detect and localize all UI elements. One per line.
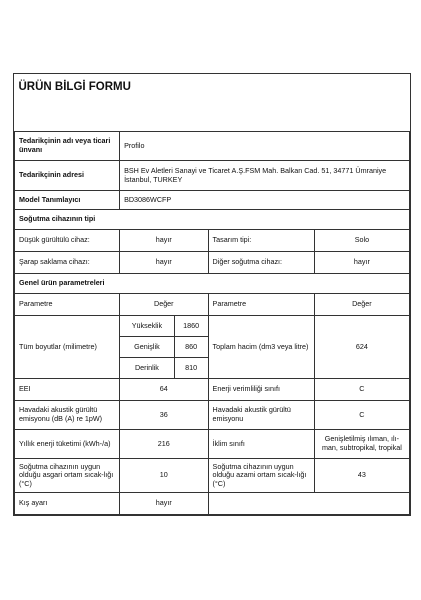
param-header: Parametre: [15, 294, 120, 316]
energy-class-value: C: [314, 379, 409, 401]
dimensions-cell: [120, 316, 208, 379]
noise-class-value: C: [314, 401, 409, 430]
value-header-2: Değer: [314, 294, 409, 316]
energy-consumption-value: 216: [120, 430, 208, 459]
width-value: 860: [174, 337, 207, 358]
form-table: [14, 74, 410, 515]
total-volume-value: 624: [314, 316, 409, 379]
empty-cell: [208, 493, 314, 515]
winter-setting-value: hayır: [120, 493, 208, 515]
noise-emission-label: Havadaki akustik gürültü emisyonu (dB (A) re 1pW): [15, 401, 120, 430]
noise-class-label: Havadaki akustik gürültü emisyonu: [208, 401, 314, 430]
form-title: ÜRÜN BİLGİ FORMU: [15, 74, 410, 132]
winter-setting-label: Kış ayarı: [15, 493, 120, 515]
low-noise-label: Düşük gürültülü cihaz:: [15, 230, 120, 252]
width-label: Genişlik: [120, 337, 174, 358]
energy-class-label: Enerji verimliliği sınıfı: [208, 379, 314, 401]
supplier-name-label: Tedarikçinin adı veya ticari ünvanı: [15, 132, 120, 161]
design-type-value: Solo: [314, 230, 409, 252]
other-cooling-label: Diğer soğutma cihazı:: [208, 252, 314, 274]
energy-consumption-label: Yıllık enerji tüketimi (kWh-/a): [15, 430, 120, 459]
model-label: Model Tanımlayıcı: [15, 191, 120, 210]
cooling-type-section: Soğutma cihazının tipi: [15, 210, 410, 230]
height-value: 1860: [174, 316, 207, 337]
depth-label: Derinlik: [120, 358, 174, 379]
height-label: Yükseklik: [120, 316, 174, 337]
product-info-form: [13, 73, 411, 516]
climate-class-value: Genişletilmiş ılıman, ılı-man, subtropikal, tropikal: [314, 430, 409, 459]
total-volume-label: Toplam hacim (dm3 veya litre): [208, 316, 314, 379]
low-noise-value: hayır: [120, 230, 208, 252]
supplier-name-value: Profilo: [120, 132, 410, 161]
wine-storage-label: Şarap saklama cihazı:: [15, 252, 120, 274]
min-temp-value: 10: [120, 459, 208, 493]
other-cooling-value: hayır: [314, 252, 409, 274]
depth-value: 810: [185, 362, 198, 372]
wine-storage-value: hayır: [120, 252, 208, 274]
model-value: BD3086WCFP: [120, 191, 410, 210]
value-header: Değer: [120, 294, 208, 316]
design-type-label: Tasarım tipi:: [208, 230, 314, 252]
param-header-2: Parametre: [208, 294, 314, 316]
empty-cell: [314, 493, 409, 515]
supplier-address-value: BSH Ev Aletleri Sanayi ve Ticaret A.Ş.FSM Mah. Balkan Cad. 51, 34771 Ümraniye İstanbul, TURKEY: [120, 161, 410, 191]
general-params-section: Genel ürün parametreleri: [15, 274, 410, 294]
eei-label: EEI: [15, 379, 120, 401]
dimensions-table: [120, 316, 207, 378]
noise-emission-value: 36: [120, 401, 208, 430]
min-temp-label: Soğutma cihazının uygun olduğu asgari ortam sıcak-lığı (°C): [15, 459, 120, 493]
dimensions-label: Tüm boyutlar (milimetre): [15, 316, 120, 379]
eei-value: 64: [120, 379, 208, 401]
max-temp-label: Soğutma cihazının uygun olduğu azami ortam sıcak-lığı (°C): [208, 459, 314, 493]
supplier-address-label: Tedarikçinin adresi: [15, 161, 120, 191]
max-temp-value: 43: [314, 459, 409, 493]
climate-class-label: İklim sınıfı: [208, 430, 314, 459]
